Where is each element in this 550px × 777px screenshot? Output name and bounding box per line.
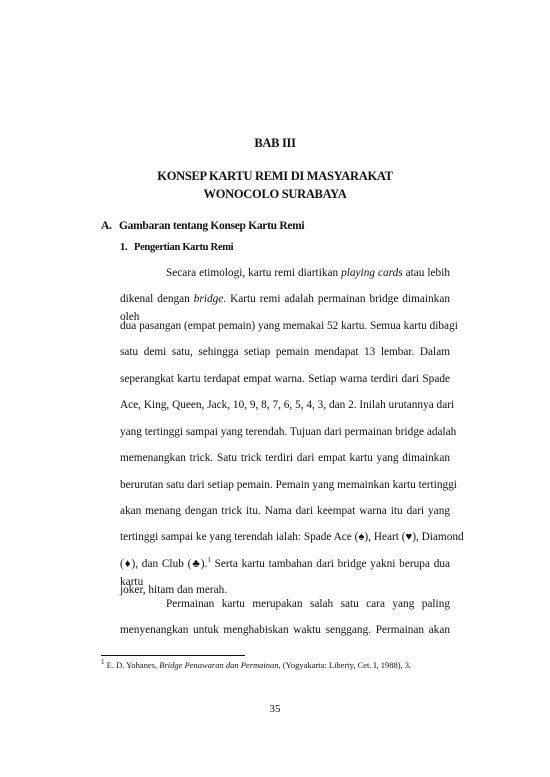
text-line: Ace, King, Queen, Jack, 10, 9, 8, 7, 6, 5, 4, 3, dan 2. Inilah urutannya dari <box>120 399 455 412</box>
text-run: dikenal dengan <box>120 293 194 306</box>
subsection-text: Pengertian Kartu Remi <box>134 242 234 253</box>
text-line: satu demi satu, sehingga setiap pemain mendapat 13 lembar. Dalam <box>120 346 450 359</box>
section-heading <box>101 220 304 232</box>
text-line <box>120 264 450 290</box>
text-run: (♦), dan Club (♣). <box>120 557 208 570</box>
book-title: Bridge Penawaran dan Permainan, <box>159 660 281 670</box>
text-line: joker, hitam dan merah. <box>120 584 228 597</box>
text-run: Secara etimologi, kartu remi diartikan <box>166 267 342 279</box>
chapter-heading: BAB III <box>254 136 296 150</box>
text-line: akan menang dengan trick itu. Nama dari keempat warna itu dari yang <box>120 504 450 517</box>
chapter-title: KONSEP KARTU REMI DI MASYARAKAT WONOCOLO SURABAYA <box>157 169 393 201</box>
text-line: Permainan kartu merupakan salah satu cara yang paling <box>166 598 450 610</box>
paragraph-1 <box>120 264 464 608</box>
text-run: . Kartu remi adalah permainan bridge dimainkan oleh <box>120 293 450 324</box>
text-run: E. D. Yohanes, <box>104 660 160 670</box>
page-number: 35 <box>269 703 281 715</box>
text-line: berurutan satu dari setiap pemain. Pemain yang memainkan kartu tertinggi <box>120 478 457 491</box>
text-line: dua pasangan (empat pemain) yang memakai 52 kartu. Semua kartu dibagi <box>120 319 458 332</box>
text-line <box>120 555 450 588</box>
text-line: menyenangkan untuk menghabiskan waktu senggang. Permainan akan <box>120 624 450 637</box>
text-line: yang tertinggi sampai yang terendah. Tujuan dari permainan bridge adalah <box>120 425 457 438</box>
text-line <box>120 290 450 324</box>
subsection-label: 1. <box>120 242 128 253</box>
section-text: Gambaran tentang Konsep Kartu Remi <box>119 220 305 232</box>
subsection-heading <box>120 242 233 253</box>
footnote <box>101 660 411 670</box>
italic-term: playing cards <box>341 267 403 279</box>
footnote-number: 1 <box>101 658 105 667</box>
footnote-divider <box>101 655 245 656</box>
text-line: memenangkan trick. Satu trick terdiri dari empat kartu yang dimainkan <box>120 452 450 465</box>
text-run: Serta kartu tambahan dari bridge yakni berupa dua kartu <box>120 557 450 588</box>
paragraph-2 <box>120 595 450 648</box>
section-label: A. <box>101 220 112 232</box>
text-run: (Yogyakarta: Liberty, Cet. I, 1988), 3. <box>280 660 412 670</box>
text-line: tertinggi sampai ke yang terendah ialah: Spade Ace (♠), Heart (♥), Diamond <box>120 531 464 544</box>
italic-term: bridge <box>193 293 224 306</box>
text-run: atau lebih <box>402 267 450 279</box>
footnote-ref[interactable]: 1 <box>207 556 211 565</box>
text-line: seperangkat kartu terdapat empat warna. Setiap warna terdiri dari Spade <box>120 372 450 385</box>
